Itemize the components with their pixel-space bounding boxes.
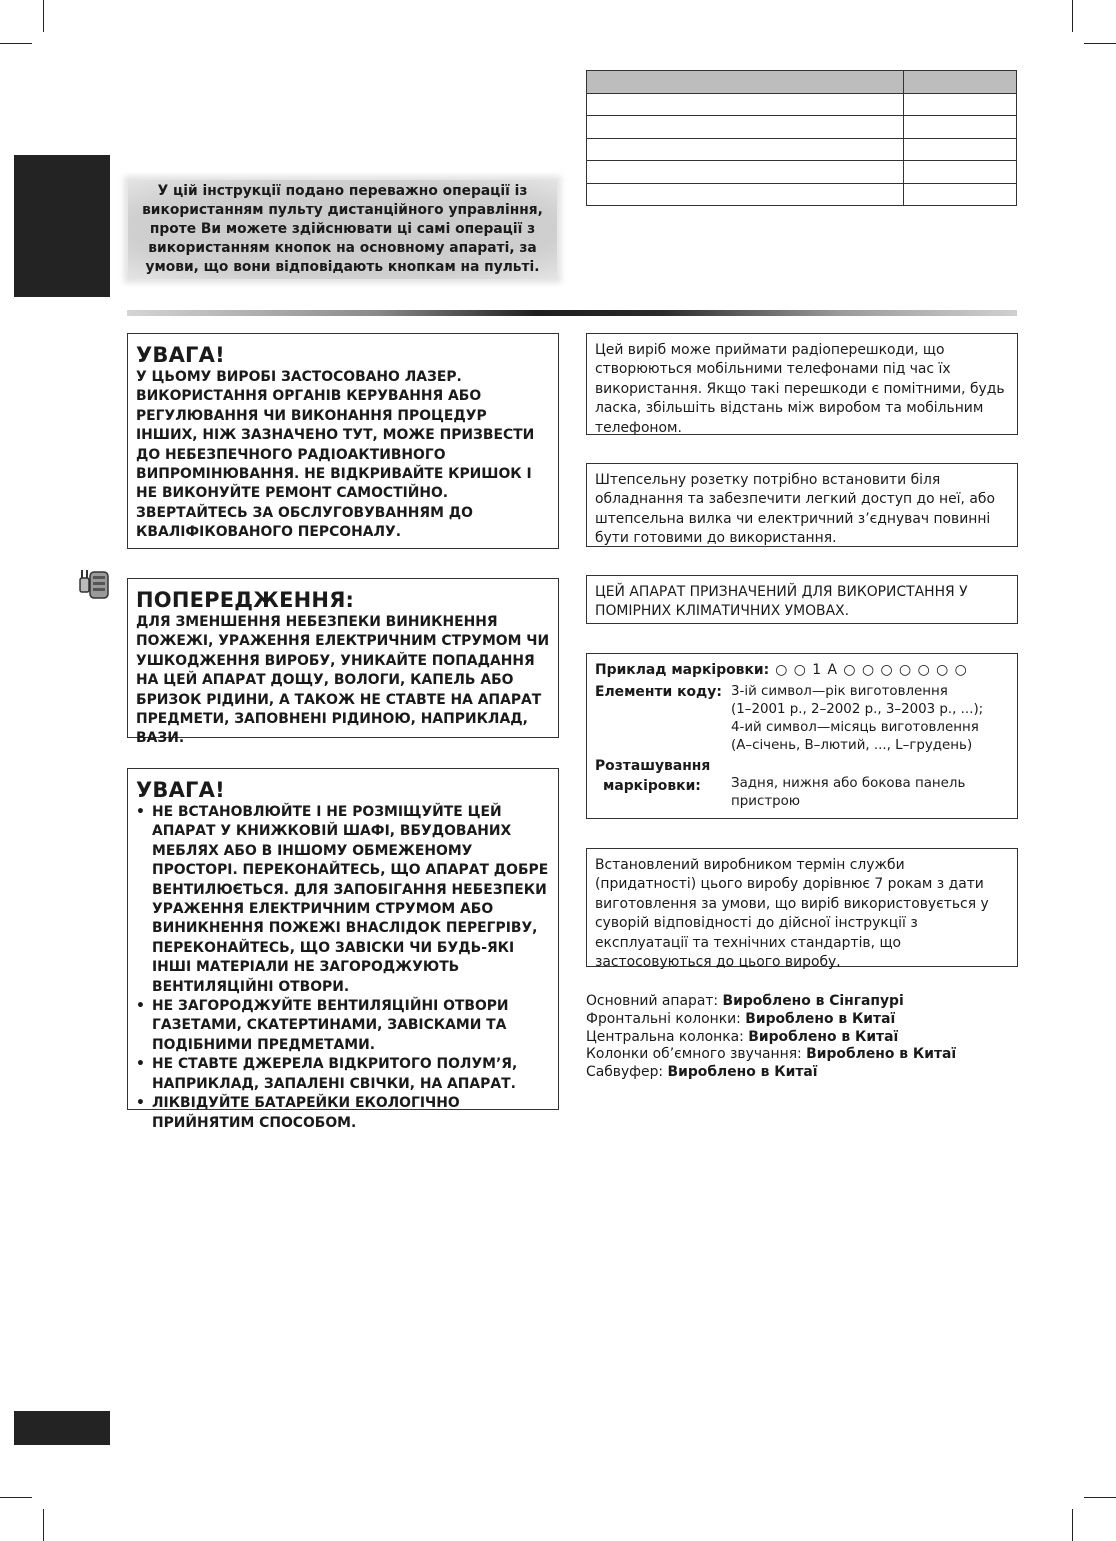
caution-heading: УВАГА! [136,343,225,367]
crop-mark [43,0,44,32]
location-label-line: Розташування [595,758,711,775]
socket-text: Штепсельну розетку потрібно встановити біля обладнання та забезпечити легкий доступ до неї, або штепсельна вилка чи електричний з’єднувач повинні бути готовими до використання. [595,472,995,547]
made-in-label: Основний апарат: [586,993,723,1009]
warning-box [127,578,559,747]
made-in-row [586,993,956,1011]
made-in-row [586,1046,956,1064]
spec-table [586,70,1017,206]
marking-location-value: Задня, нижня або бокова панель пристрою [731,776,966,810]
ventilation-caution-box [127,768,559,1131]
made-in-label: Колонки об’ємного звучання: [586,1046,807,1063]
caution-text: У ЦЬОМУ ВИРОБІ ЗАСТОСОВАНО ЛАЗЕР. ВИКОРИСТАННЯ ОРГАНІВ КЕРУВАННЯ АБО РЕГУЛЮВАННЯ ЧИ ВИКОНАННЯ ПРОЦЕДУР ІНШИХ, НІЖ ЗАЗНАЧЕНО ТУТ, МОЖЕ ПРИЗВЕСТИ ДО НЕБЕЗПЕЧНОГО РАДІОАКТИВНОГО ВИПРОМІНЮВАННЯ. НЕ ВІДКРИВАЙТЕ КРИШОК І НЕ ВИКОНУЙТЕ РЕМОНТ САМОСТІЙНО. ЗВЕРТАЙТЕСЬ ЗА ОБСЛУГОВУВАННЯМ ДО КВАЛІФІКОВАНОГО ПЕРСОНАЛУ. [136,369,535,541]
marking-box [586,653,1018,819]
marking-location-label [595,757,731,811]
service-life-box [586,848,1018,971]
made-in-label: Центральна колонка: [586,1028,749,1045]
list-item: • НЕ СТАВТЕ ДЖЕРЕЛА ВІДКРИТОГО ПОЛУМ’Я, НАПРИКЛАД, ЗАПАЛЕНІ СВІЧКИ, НА АПАРАТ. [136,1055,550,1094]
marking-example-value: ○ ○ 1 A ○ ○ ○ ○ ○ ○ ○ [775,662,968,678]
table-header-row [587,71,1017,94]
marking-code-row [595,683,1009,755]
laser-caution-box [127,333,559,549]
code-line: (1–2001 р., 2–2002 р., 3–2003 р., ...); [731,702,984,718]
table-row [587,93,1017,116]
caution-list [136,803,550,1133]
code-line: (A–січень, B–лютий, ..., L–грудень) [731,738,973,754]
marking-example-row [595,661,1009,680]
warning-heading: ПОПЕРЕДЖЕННЯ: [136,588,355,612]
service-text: Встановлений виробником термін служби (придатності) цього виробу дорівнює 7 рокам з дати виготовлення за умови, що виріб використовується у суворій відповідності до дійсної інструкції з експлуатації та технічних стандартів, що застосовуються до цього виробу. [595,857,989,971]
list-item: • НЕ ЗАГОРОДЖУЙТЕ ВЕНТИЛЯЦІЙНІ ОТВОРИ ГАЗЕТАМИ, СКАТЕРТИНАМИ, ЗАВІСКАМИ ТА ПОДІБНИМИ ПРЕДМЕТАМИ. [136,997,550,1055]
made-in-row [586,1029,956,1047]
plug-icon [76,566,112,600]
code-line: 4-ий символ—місяць виготовлення [731,720,979,736]
radio-text: Цей виріб може приймати радіоперешкоди, що створюються мобільними телефонами під час їх використання. Якщо такі перешкоди є помітними, будь ласка, збільшіть відстань між виробом та мобільним телефоном. [595,342,1005,436]
list-item: • НЕ ВСТАНОВЛЮЙТЕ І НЕ РОЗМІЩУЙТЕ ЦЕЙ АПАРАТ У КНИЖКОВІЙ ШАФІ, ВБУДОВАНИХ МЕБЛЯХ АБО В ІНШОМУ ОБМЕЖЕНОМУ ПРОСТОРІ. ПЕРЕКОНАЙТЕСЬ, ЩО АПАРАТ ДОБРЕ ВЕНТИЛЮЄТЬСЯ. ДЛЯ ЗАПОБІГАННЯ НЕБЕЗПЕКИ УРАЖЕННЯ ЕЛЕКТРИЧНИМ СТРУМОМ АБО ВИНИКНЕННЯ ПОЖЕЖІ ВНАСЛІДОК ПЕРЕГРІВУ, ПЕРЕКОНАЙТЕСЬ, ЩО ЗАВІСКИ ЧИ БУДЬ-ЯКІ ІНШІ МАТЕРІАЛИ НЕ ЗАГОРОДЖУЮТЬ ВЕНТИЛЯЦІЙНІ ОТВОРИ. [136,803,550,997]
socket-box [586,463,1018,547]
location-label-line: маркіровки: [603,777,701,794]
section-divider [127,310,1017,316]
remote-control-note [128,180,557,279]
made-in-list [586,993,956,1082]
warning-text: ДЛЯ ЗМЕНШЕННЯ НЕБЕЗПЕКИ ВИНИКНЕННЯ ПОЖЕЖІ, УРАЖЕННЯ ЕЛЕКТРИЧНИМ СТРУМОМ ЧИ УШКОДЖЕННЯ ВИРОБУ, УНИКАЙТЕ ПОПАДАННЯ НА ЦЕЙ АПАРАТ ДОЩУ, ВОЛОГИ, КАПЕЛЬ АБО БРИЗОК РІДИНИ, А ТАКОЖ НЕ СТАВТЕ НА АПАРАТ ПРЕДМЕТИ, ЗАПОВНЕНІ РІДИНОЮ, НАПРИКЛАД, ВАЗИ. [136,614,550,747]
made-in-country: Вироблено в Китаї [667,1064,818,1081]
made-in-row [586,1064,956,1082]
table-row [587,161,1017,184]
table-row [587,183,1017,206]
list-item: • ЛІКВІДУЙТЕ БАТАРЕЙКИ ЕКОЛОГІЧНО ПРИЙНЯТИМ СПОСОБОМ. [136,1094,550,1133]
made-in-label: Сабвуфер: [586,1064,668,1081]
marking-code-label: Елементи коду: [595,684,722,701]
made-in-country: Вироблено в Сінгапурі [722,993,904,1009]
made-in-row [586,1011,956,1029]
made-in-country: Вироблено в Китаї [745,1010,896,1027]
crop-mark [1084,43,1116,44]
made-in-country: Вироблено в Китаї [806,1046,957,1063]
crop-mark [1072,0,1073,32]
code-line: 3-ій символ—рік виготовлення [731,684,948,700]
marking-location-row [595,757,1009,811]
page-number-tab [14,1411,110,1445]
made-in-country: Вироблено в Китаї [748,1028,899,1045]
climate-text: ЦЕЙ АПАРАТ ПРИЗНАЧЕНИЙ ДЛЯ ВИКОРИСТАННЯ У ПОМІРНИХ КЛІМАТИЧНИХ УМОВАХ. [595,584,968,620]
table-row [587,138,1017,161]
caution-heading: УВАГА! [136,778,225,802]
crop-mark [1072,1509,1073,1541]
crop-mark [43,1509,44,1541]
language-tab [14,155,110,297]
marking-code-values [731,683,983,755]
table-row [587,116,1017,139]
crop-mark [0,43,32,44]
marking-example-label: Приклад маркіровки: [595,662,770,678]
crop-mark [0,1497,32,1498]
climate-box [586,575,1018,624]
radio-interference-box [586,333,1018,435]
note-text: У цій інструкції подано переважно операції із використанням пульту дистанційного управління, проте Ви можете здійснювати ці самі операції з використанням кнопок на основному апараті, за умови, що вони відповідають кнопкам на пульті. [142,183,543,275]
made-in-label: Фронтальні колонки: [586,1010,746,1027]
crop-mark [1084,1497,1116,1498]
